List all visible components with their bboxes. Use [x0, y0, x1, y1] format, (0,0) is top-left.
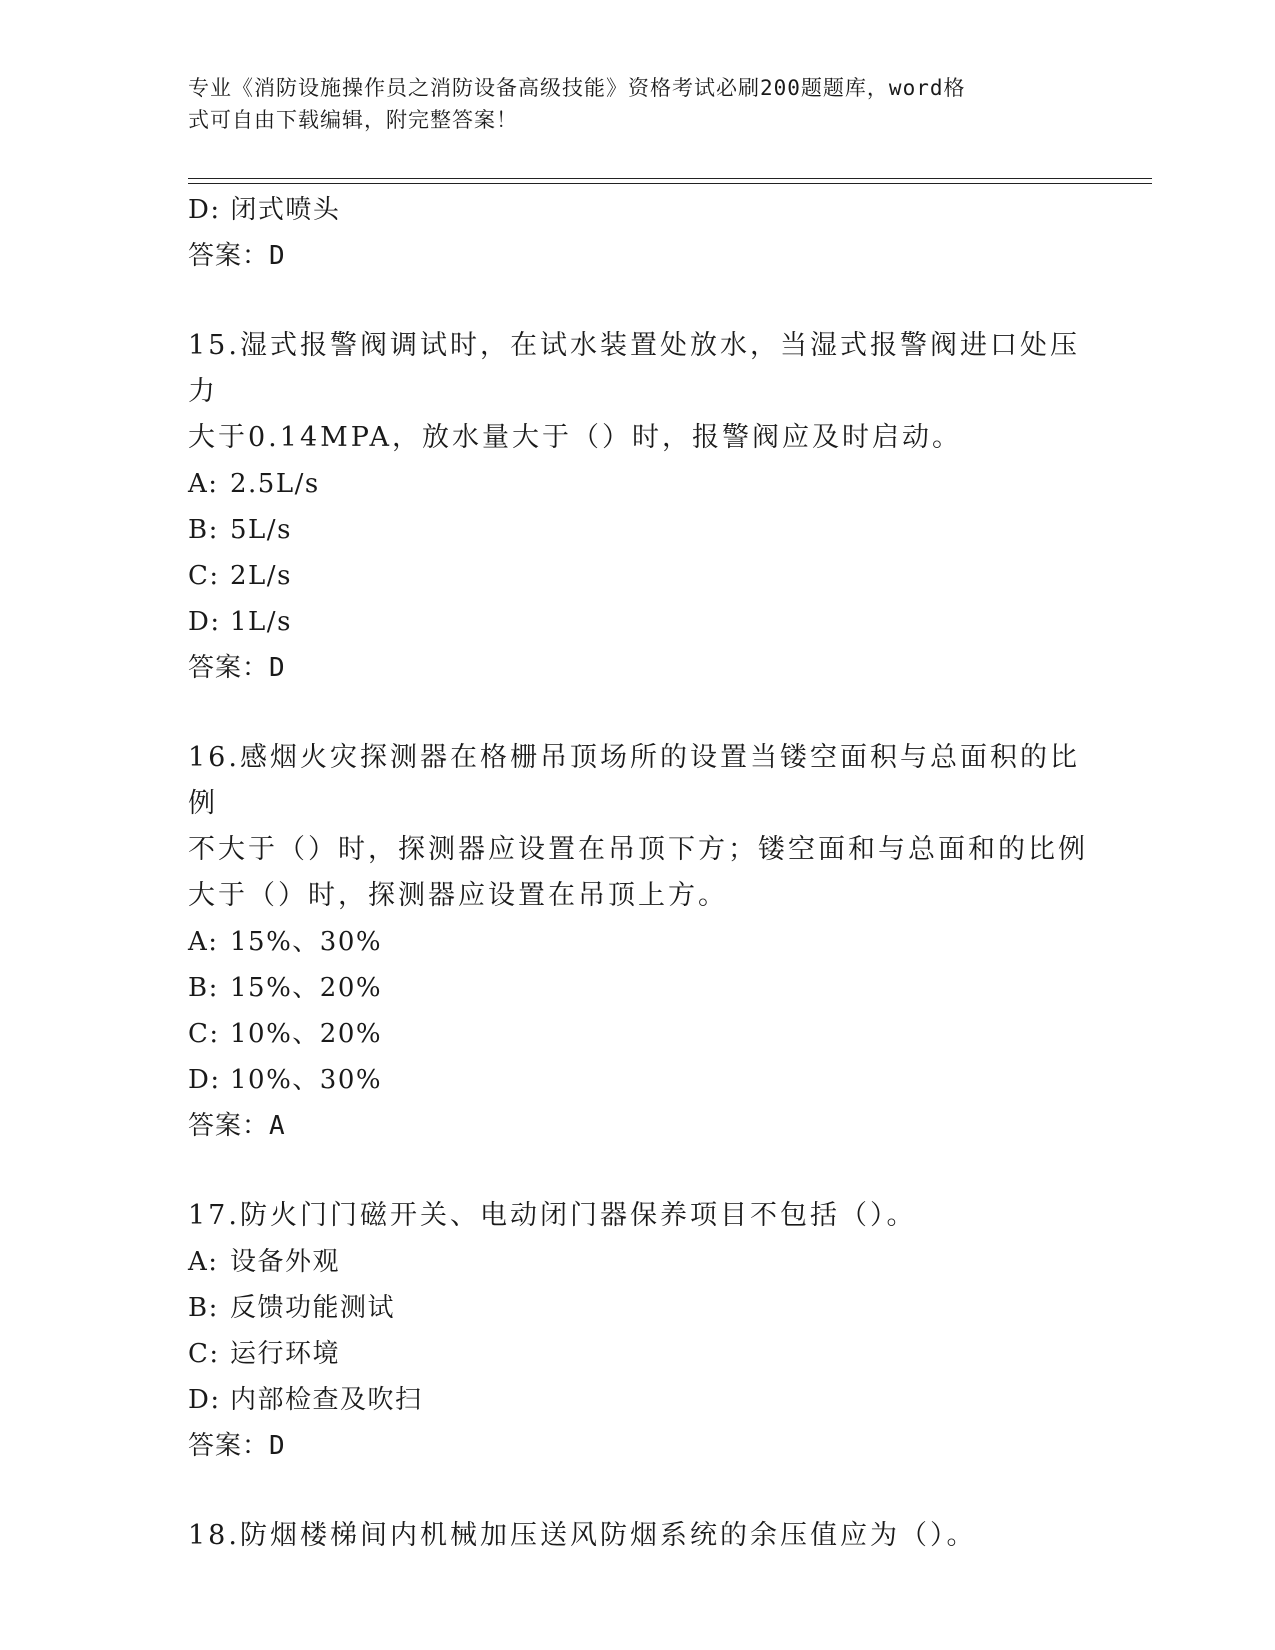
- question-15: [188, 323, 1088, 691]
- option-label: A:: [188, 927, 219, 957]
- option-d: D: 闭式喷头: [188, 195, 341, 225]
- option-a: [188, 919, 1088, 965]
- option-d: [188, 599, 1088, 645]
- option-text: 5L/s: [230, 515, 292, 545]
- header-divider-top: [188, 178, 1152, 179]
- document-body: [188, 187, 1088, 1559]
- option-d: [188, 1377, 1088, 1423]
- option-c: [188, 1011, 1088, 1057]
- option-label: C:: [188, 1339, 220, 1369]
- question-stem-line: 不大于（）时，探测器应设置在吊顶下方；镂空面和与总面和的比例: [188, 834, 1088, 865]
- option-text: 10%、30%: [230, 1065, 383, 1095]
- option-text: 内部检查及吹扫: [230, 1385, 423, 1415]
- question-stem-line: 大于（）时，探测器应设置在吊顶上方。: [188, 880, 728, 911]
- answer-line: 答案：D: [188, 653, 286, 683]
- header-line-1: 专业《消防设施操作员之消防设备高级技能》资格考试必刷200题题库，word格: [188, 76, 966, 100]
- option-text: 运行环境: [230, 1339, 341, 1369]
- option-text: 15%、30%: [230, 927, 383, 957]
- option-text: 10%、20%: [230, 1019, 383, 1049]
- question-stem-line: 大于0.14MPA，放水量大于（）时，报警阀应及时启动。: [188, 422, 962, 453]
- option-label: B:: [188, 973, 219, 1003]
- option-d: [188, 1057, 1088, 1103]
- option-text: 2.5L/s: [230, 469, 320, 499]
- option-text: 设备外观: [230, 1247, 341, 1277]
- option-label: D:: [188, 607, 221, 637]
- option-label: B:: [188, 1293, 219, 1323]
- answer-line: 答案：A: [188, 1111, 286, 1141]
- option-c: [188, 553, 1088, 599]
- option-b: [188, 507, 1088, 553]
- question-stem-line: 15.湿式报警阀调试时，在试水装置处放水，当湿式报警阀进口处压力: [188, 330, 1080, 407]
- option-label: C:: [188, 561, 220, 591]
- header-divider-bottom: [188, 183, 1152, 184]
- option-label: D:: [188, 1385, 221, 1415]
- option-b: [188, 1285, 1088, 1331]
- option-label: C:: [188, 1019, 220, 1049]
- option-text: 15%、20%: [230, 973, 383, 1003]
- question-stem-line: 16.感烟火灾探测器在格栅吊顶场所的设置当镂空面积与总面积的比例: [188, 742, 1080, 819]
- previous-question-tail: [188, 187, 1088, 279]
- option-text: 反馈功能测试: [230, 1293, 396, 1323]
- option-text: 1L/s: [230, 607, 292, 637]
- option-b: [188, 965, 1088, 1011]
- option-c: [188, 1331, 1088, 1377]
- question-18: [188, 1513, 1088, 1559]
- question-stem-line: 17.防火门门磁开关、电动闭门器保养项目不包括（）。: [188, 1200, 917, 1231]
- question-16: [188, 735, 1088, 1149]
- question-17: [188, 1193, 1088, 1469]
- answer-line: 答案：D: [188, 1431, 286, 1461]
- option-a: [188, 1239, 1088, 1285]
- option-text: 2L/s: [230, 561, 292, 591]
- option-label: A:: [188, 1247, 219, 1277]
- option-label: A:: [188, 469, 219, 499]
- question-stem-line: 18.防烟楼梯间内机械加压送风防烟系统的余压值应为（）。: [188, 1520, 977, 1551]
- document-header: [188, 72, 1088, 136]
- header-line-2: 式可自由下载编辑，附完整答案！: [188, 108, 518, 132]
- option-label: D:: [188, 1065, 221, 1095]
- option-a: [188, 461, 1088, 507]
- answer-line: 答案：D: [188, 241, 286, 271]
- option-label: B:: [188, 515, 219, 545]
